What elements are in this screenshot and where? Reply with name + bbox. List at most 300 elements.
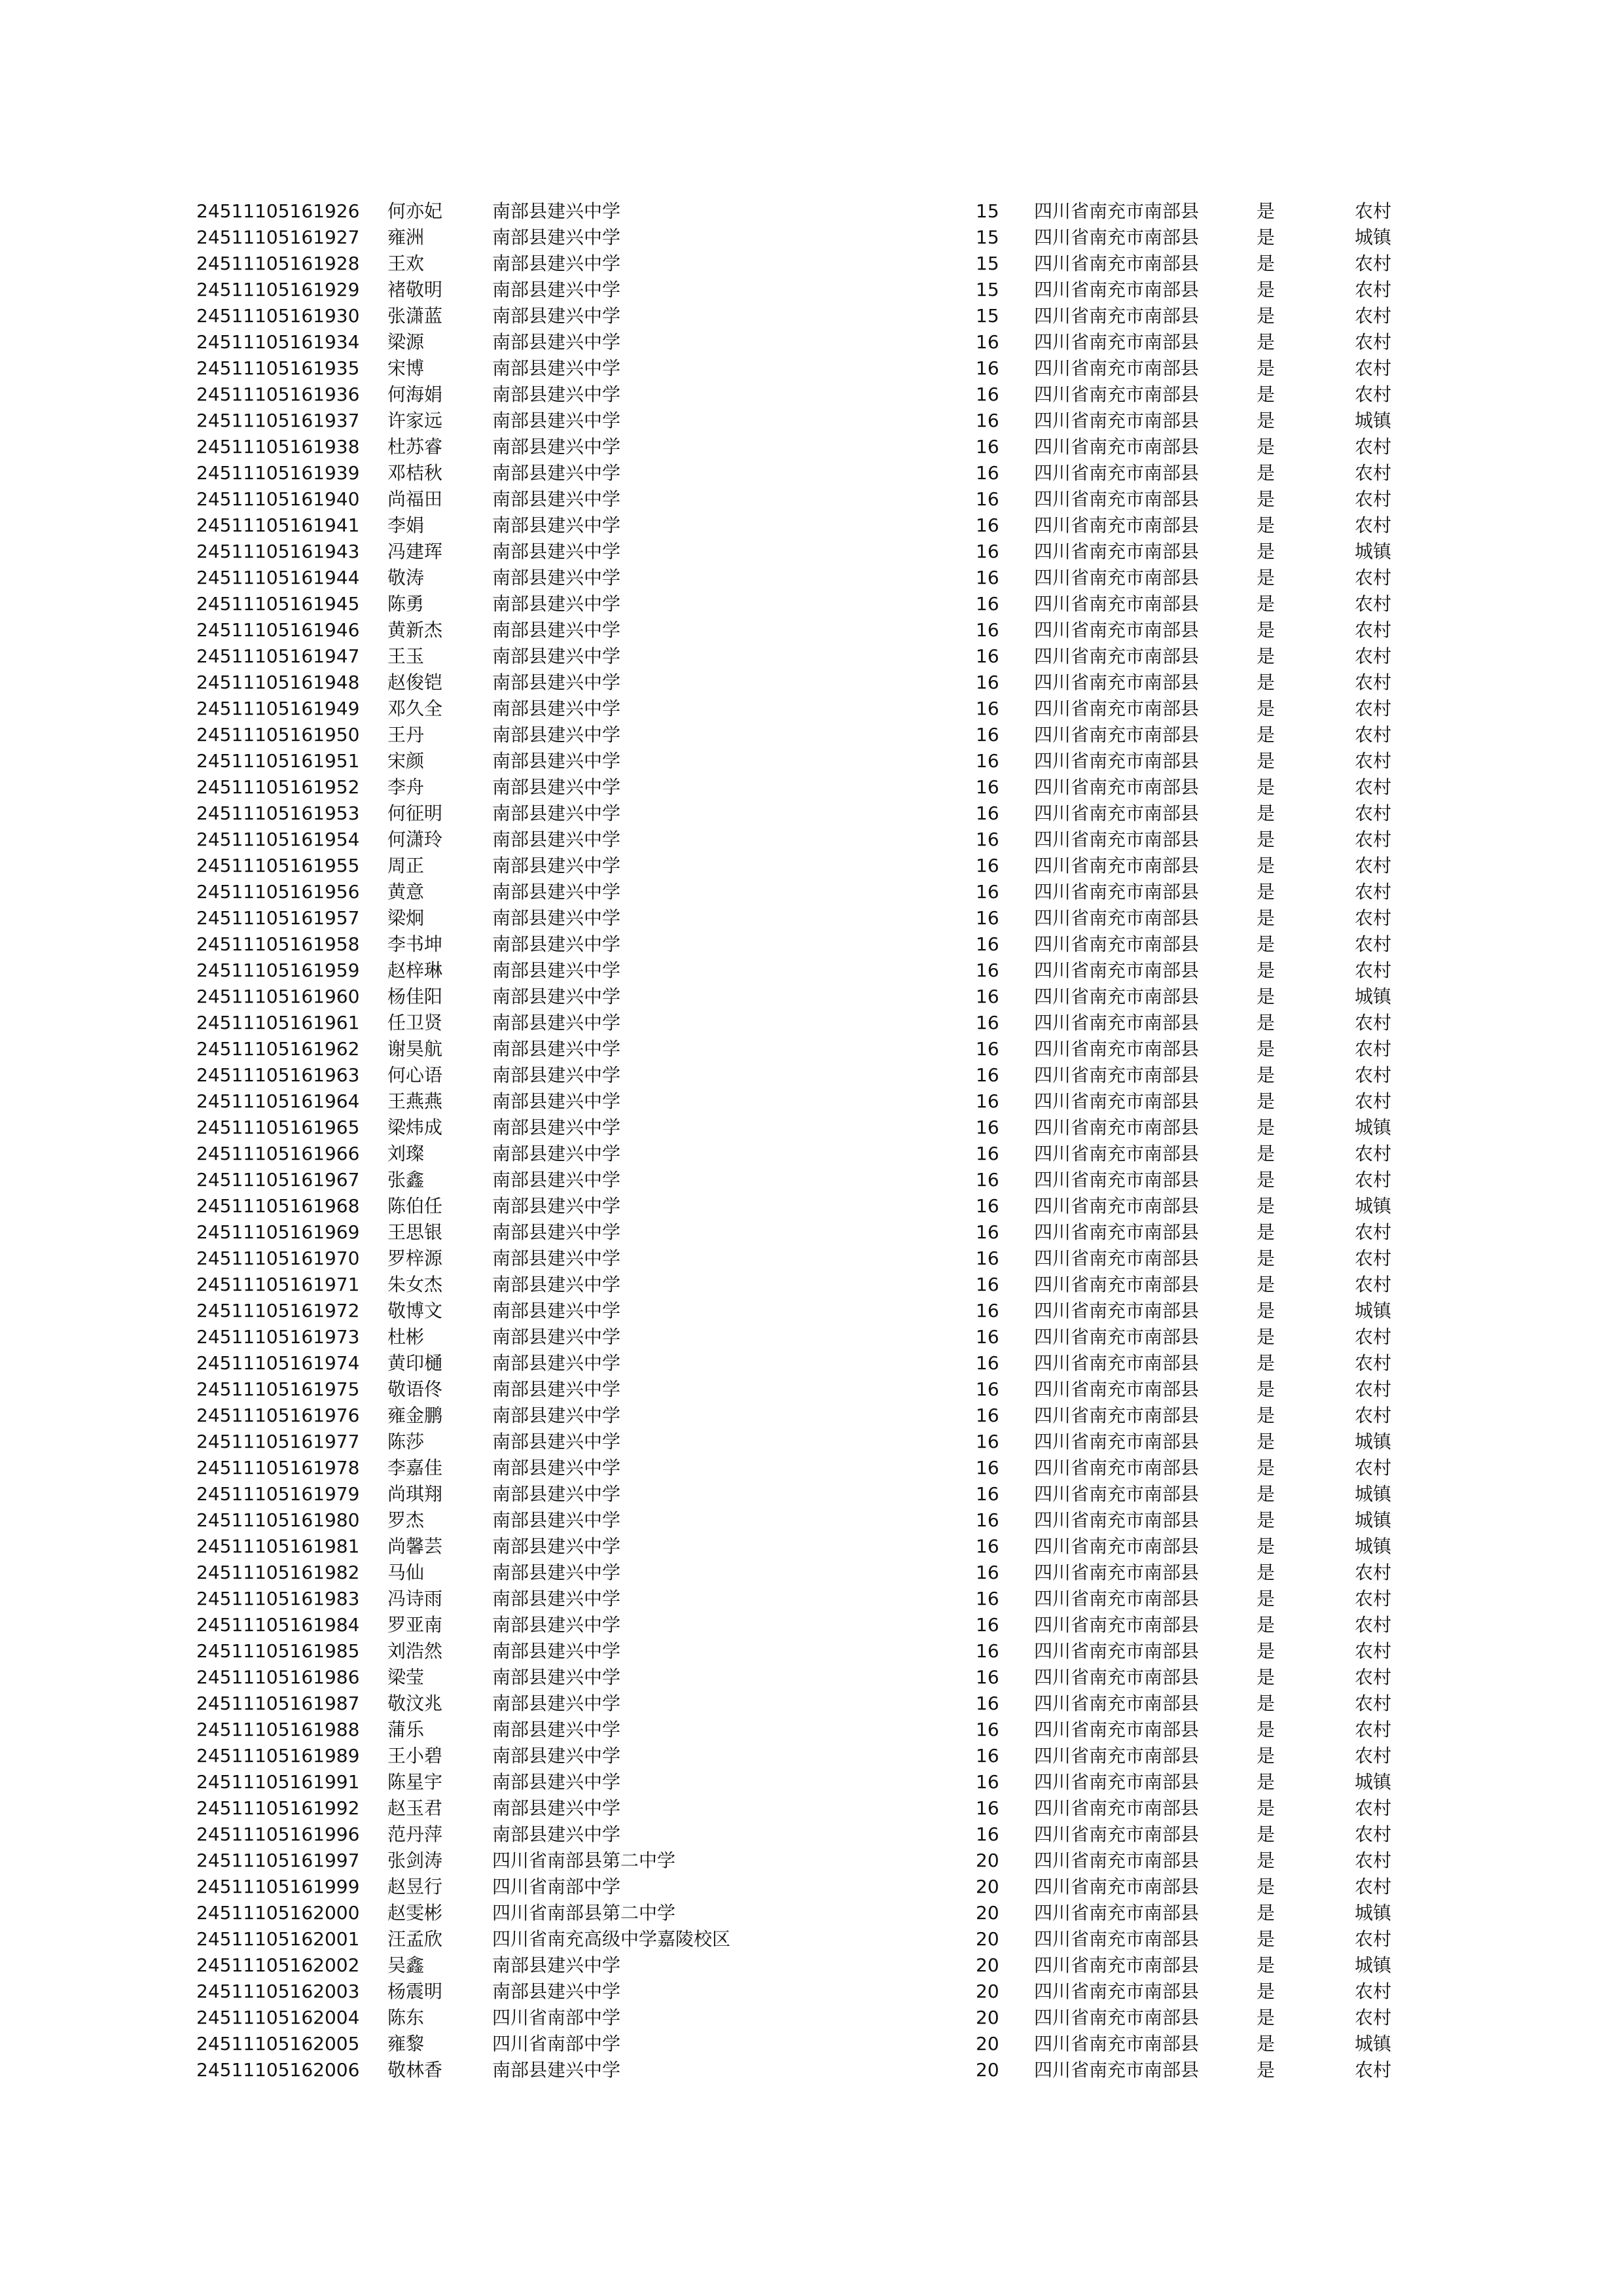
region-name: 四川省南充市南部县 (1034, 1981, 1200, 2002)
table-row (196, 1115, 1440, 1141)
residence-type: 农村 (1355, 384, 1392, 405)
region-name: 四川省南充市南部县 (1034, 1666, 1200, 1688)
eligibility-flag: 是 (1257, 1274, 1275, 1295)
residence-type: 农村 (1355, 698, 1392, 719)
table-row (196, 774, 1440, 800)
eligibility-flag: 是 (1257, 226, 1275, 248)
registration-number: 24511105161939 (196, 462, 360, 484)
table-row (196, 1455, 1440, 1481)
student-name: 冯建珲 (387, 541, 443, 562)
residence-type: 城镇 (1355, 1431, 1392, 1452)
table-row (196, 198, 1440, 224)
registration-number: 24511105161996 (196, 1823, 360, 1845)
score-value: 16 (976, 1038, 999, 1060)
eligibility-flag: 是 (1257, 776, 1275, 798)
school-name: 南部县建兴中学 (492, 357, 621, 379)
region-name: 四川省南充市南部县 (1034, 1274, 1200, 1295)
registration-number: 24511105161946 (196, 619, 360, 641)
residence-type: 城镇 (1355, 541, 1392, 562)
score-value: 16 (976, 698, 999, 719)
student-name: 敬博文 (387, 1300, 443, 1321)
region-name: 四川省南充市南部县 (1034, 462, 1200, 484)
student-name: 汪孟欣 (387, 1928, 443, 1950)
student-name: 敬林香 (387, 2059, 443, 2081)
eligibility-flag: 是 (1257, 1797, 1275, 1819)
residence-type: 农村 (1355, 933, 1392, 955)
table-row (196, 329, 1440, 355)
eligibility-flag: 是 (1257, 1457, 1275, 1479)
region-name: 四川省南充市南部县 (1034, 331, 1200, 353)
student-name: 李舟 (387, 776, 425, 798)
table-row (196, 1062, 1440, 1088)
registration-number: 24511105161948 (196, 672, 360, 693)
student-name: 张鑫 (387, 1169, 425, 1191)
residence-type: 城镇 (1355, 2033, 1392, 2054)
table-row (196, 1900, 1440, 1926)
table-row (196, 1141, 1440, 1167)
score-value: 16 (976, 1431, 999, 1452)
residence-type: 农村 (1355, 829, 1392, 850)
student-name: 李嘉佳 (387, 1457, 443, 1479)
residence-type: 农村 (1355, 1614, 1392, 1636)
registration-number: 24511105161926 (196, 200, 360, 222)
table-row (196, 1795, 1440, 1821)
registration-number: 24511105161943 (196, 541, 360, 562)
registration-number: 24511105161986 (196, 1666, 360, 1688)
school-name: 南部县建兴中学 (492, 1247, 621, 1269)
school-name: 南部县建兴中学 (492, 1693, 621, 1714)
eligibility-flag: 是 (1257, 1038, 1275, 1060)
student-name: 赵雯彬 (387, 1902, 443, 1924)
score-value: 16 (976, 1352, 999, 1374)
school-name: 南部县建兴中学 (492, 567, 621, 588)
residence-type: 农村 (1355, 488, 1392, 510)
registration-number: 24511105161964 (196, 1090, 360, 1112)
student-name: 宋博 (387, 357, 425, 379)
residence-type: 农村 (1355, 1981, 1392, 2002)
school-name: 南部县建兴中学 (492, 488, 621, 510)
region-name: 四川省南充市南部县 (1034, 1247, 1200, 1269)
registration-number: 24511105161991 (196, 1771, 360, 1793)
region-name: 四川省南充市南部县 (1034, 1221, 1200, 1243)
registration-number: 24511105161953 (196, 802, 360, 824)
score-value: 16 (976, 1509, 999, 1531)
eligibility-flag: 是 (1257, 933, 1275, 955)
score-value: 16 (976, 1012, 999, 1033)
region-name: 四川省南充市南部县 (1034, 410, 1200, 431)
school-name: 南部县建兴中学 (492, 1640, 621, 1662)
registration-number: 24511105162004 (196, 2007, 360, 2028)
school-name: 南部县建兴中学 (492, 384, 621, 405)
school-name: 四川省南部县第二中学 (492, 1902, 676, 1924)
residence-type: 城镇 (1355, 410, 1392, 431)
table-row (196, 931, 1440, 958)
eligibility-flag: 是 (1257, 1902, 1275, 1924)
region-name: 四川省南充市南部县 (1034, 1535, 1200, 1557)
school-name: 南部县建兴中学 (492, 1562, 621, 1583)
registration-number: 24511105161971 (196, 1274, 360, 1295)
region-name: 四川省南充市南部县 (1034, 279, 1200, 300)
table-row (196, 1743, 1440, 1769)
student-name: 邓桔秋 (387, 462, 443, 484)
region-name: 四川省南充市南部县 (1034, 1195, 1200, 1217)
school-name: 南部县建兴中学 (492, 1117, 621, 1138)
region-name: 四川省南充市南部县 (1034, 1614, 1200, 1636)
school-name: 南部县建兴中学 (492, 1064, 621, 1086)
region-name: 四川省南充市南部县 (1034, 1640, 1200, 1662)
table-row (196, 1507, 1440, 1534)
student-name: 杜彬 (387, 1326, 425, 1348)
region-name: 四川省南充市南部县 (1034, 2059, 1200, 2081)
eligibility-flag: 是 (1257, 1823, 1275, 1845)
registration-number: 24511105161927 (196, 226, 360, 248)
eligibility-flag: 是 (1257, 2033, 1275, 2054)
residence-type: 农村 (1355, 1928, 1392, 1950)
region-name: 四川省南充市南部县 (1034, 1090, 1200, 1112)
residence-type: 城镇 (1355, 1509, 1392, 1531)
eligibility-flag: 是 (1257, 672, 1275, 693)
residence-type: 农村 (1355, 1876, 1392, 1897)
region-name: 四川省南充市南部县 (1034, 1850, 1200, 1871)
residence-type: 农村 (1355, 1640, 1392, 1662)
region-name: 四川省南充市南部县 (1034, 1588, 1200, 1609)
region-name: 四川省南充市南部县 (1034, 776, 1200, 798)
score-value: 16 (976, 488, 999, 510)
residence-type: 农村 (1355, 514, 1392, 536)
table-row (196, 2005, 1440, 2031)
score-value: 16 (976, 1535, 999, 1557)
residence-type: 城镇 (1355, 1771, 1392, 1793)
school-name: 南部县建兴中学 (492, 1588, 621, 1609)
residence-type: 农村 (1355, 1693, 1392, 1714)
student-name: 敬语佟 (387, 1378, 443, 1400)
student-name: 敬汶兆 (387, 1693, 443, 1714)
school-name: 南部县建兴中学 (492, 1300, 621, 1321)
region-name: 四川省南充市南部县 (1034, 541, 1200, 562)
school-name: 四川省南部中学 (492, 1876, 621, 1897)
school-name: 南部县建兴中学 (492, 1981, 621, 2002)
residence-type: 农村 (1355, 1169, 1392, 1191)
school-name: 南部县建兴中学 (492, 305, 621, 327)
eligibility-flag: 是 (1257, 2059, 1275, 2081)
score-value: 20 (976, 1954, 999, 1976)
residence-type: 农村 (1355, 462, 1392, 484)
region-name: 四川省南充市南部县 (1034, 724, 1200, 745)
residence-type: 城镇 (1355, 226, 1392, 248)
student-name: 马仙 (387, 1562, 425, 1583)
student-name: 尚福田 (387, 488, 443, 510)
score-value: 16 (976, 855, 999, 876)
region-name: 四川省南充市南部县 (1034, 1352, 1200, 1374)
table-row (196, 1350, 1440, 1376)
score-value: 16 (976, 1195, 999, 1217)
residence-type: 农村 (1355, 331, 1392, 353)
eligibility-flag: 是 (1257, 436, 1275, 457)
score-value: 20 (976, 2033, 999, 2054)
student-name: 梁源 (387, 331, 425, 353)
registration-number: 24511105161973 (196, 1326, 360, 1348)
score-value: 16 (976, 881, 999, 903)
eligibility-flag: 是 (1257, 1143, 1275, 1164)
score-value: 16 (976, 829, 999, 850)
school-name: 南部县建兴中学 (492, 1745, 621, 1767)
residence-type: 农村 (1355, 593, 1392, 615)
score-value: 16 (976, 776, 999, 798)
residence-type: 农村 (1355, 1797, 1392, 1819)
eligibility-flag: 是 (1257, 698, 1275, 719)
school-name: 四川省南部县第二中学 (492, 1850, 676, 1871)
eligibility-flag: 是 (1257, 1981, 1275, 2002)
student-name: 罗杰 (387, 1509, 425, 1531)
student-name: 许家远 (387, 410, 443, 431)
region-name: 四川省南充市南部县 (1034, 802, 1200, 824)
region-name: 四川省南充市南部县 (1034, 1431, 1200, 1452)
eligibility-flag: 是 (1257, 1614, 1275, 1636)
eligibility-flag: 是 (1257, 357, 1275, 379)
school-name: 南部县建兴中学 (492, 933, 621, 955)
eligibility-flag: 是 (1257, 619, 1275, 641)
table-row (196, 224, 1440, 251)
eligibility-flag: 是 (1257, 1666, 1275, 1688)
student-name: 梁炜成 (387, 1117, 443, 1138)
region-name: 四川省南充市南部县 (1034, 1378, 1200, 1400)
school-name: 南部县建兴中学 (492, 514, 621, 536)
student-name: 尚馨芸 (387, 1535, 443, 1557)
table-row (196, 2031, 1440, 2057)
student-name: 雍黎 (387, 2033, 425, 2054)
score-value: 15 (976, 200, 999, 222)
student-name: 赵玉君 (387, 1797, 443, 1819)
table-row (196, 1848, 1440, 1874)
table-row (196, 1769, 1440, 1795)
student-name: 王小碧 (387, 1745, 443, 1767)
residence-type: 农村 (1355, 305, 1392, 327)
registration-number: 24511105161945 (196, 593, 360, 615)
region-name: 四川省南充市南部县 (1034, 305, 1200, 327)
score-value: 16 (976, 1771, 999, 1793)
eligibility-flag: 是 (1257, 1640, 1275, 1662)
score-value: 16 (976, 802, 999, 824)
registration-number: 24511105161940 (196, 488, 360, 510)
score-value: 16 (976, 514, 999, 536)
eligibility-flag: 是 (1257, 1431, 1275, 1452)
score-value: 16 (976, 619, 999, 641)
student-name: 何海娟 (387, 384, 443, 405)
score-value: 20 (976, 1876, 999, 1897)
registration-number: 24511105161957 (196, 907, 360, 929)
eligibility-flag: 是 (1257, 1221, 1275, 1243)
eligibility-flag: 是 (1257, 750, 1275, 772)
eligibility-flag: 是 (1257, 1300, 1275, 1321)
region-name: 四川省南充市南部县 (1034, 1823, 1200, 1845)
table-row (196, 1193, 1440, 1219)
school-name: 南部县建兴中学 (492, 1352, 621, 1374)
eligibility-flag: 是 (1257, 253, 1275, 274)
table-row (196, 1219, 1440, 1246)
score-value: 16 (976, 933, 999, 955)
eligibility-flag: 是 (1257, 1771, 1275, 1793)
student-name: 王欢 (387, 253, 425, 274)
score-value: 20 (976, 1981, 999, 2002)
school-name: 南部县建兴中学 (492, 1431, 621, 1452)
region-name: 四川省南充市南部县 (1034, 1797, 1200, 1819)
school-name: 南部县建兴中学 (492, 1535, 621, 1557)
school-name: 南部县建兴中学 (492, 1457, 621, 1479)
school-name: 南部县建兴中学 (492, 331, 621, 353)
school-name: 南部县建兴中学 (492, 1038, 621, 1060)
eligibility-flag: 是 (1257, 1876, 1275, 1897)
student-name: 吴鑫 (387, 1954, 425, 1976)
eligibility-flag: 是 (1257, 1562, 1275, 1583)
table-row (196, 1403, 1440, 1429)
residence-type: 农村 (1355, 1064, 1392, 1086)
school-name: 南部县建兴中学 (492, 1771, 621, 1793)
table-row (196, 1874, 1440, 1900)
school-name: 四川省南部中学 (492, 2007, 621, 2028)
table-row (196, 277, 1440, 303)
school-name: 南部县建兴中学 (492, 1614, 621, 1636)
score-value: 16 (976, 1378, 999, 1400)
student-name: 王思银 (387, 1221, 443, 1243)
registration-number: 24511105161955 (196, 855, 360, 876)
school-name: 南部县建兴中学 (492, 253, 621, 274)
score-value: 20 (976, 1850, 999, 1871)
eligibility-flag: 是 (1257, 855, 1275, 876)
table-row (196, 434, 1440, 460)
region-name: 四川省南充市南部县 (1034, 1457, 1200, 1479)
student-name: 黄印樋 (387, 1352, 443, 1374)
school-name: 四川省南部中学 (492, 2033, 621, 2054)
score-value: 16 (976, 1797, 999, 1819)
region-name: 四川省南充市南部县 (1034, 567, 1200, 588)
student-name: 王燕燕 (387, 1090, 443, 1112)
residence-type: 城镇 (1355, 1483, 1392, 1505)
registration-number: 24511105161930 (196, 305, 360, 327)
region-name: 四川省南充市南部县 (1034, 1012, 1200, 1033)
eligibility-flag: 是 (1257, 1326, 1275, 1348)
table-row (196, 460, 1440, 486)
score-value: 20 (976, 1902, 999, 1924)
table-row (196, 722, 1440, 748)
student-name: 褚敬明 (387, 279, 443, 300)
student-name: 冯诗雨 (387, 1588, 443, 1609)
registration-number: 24511105161944 (196, 567, 360, 588)
student-name: 邓久全 (387, 698, 443, 719)
residence-type: 农村 (1355, 907, 1392, 929)
residence-type: 农村 (1355, 2059, 1392, 2081)
score-value: 16 (976, 907, 999, 929)
residence-type: 农村 (1355, 802, 1392, 824)
table-row (196, 958, 1440, 984)
region-name: 四川省南充市南部县 (1034, 1117, 1200, 1138)
region-name: 四川省南充市南部县 (1034, 514, 1200, 536)
registration-number: 24511105161970 (196, 1247, 360, 1269)
registration-number: 24511105161963 (196, 1064, 360, 1086)
school-name: 南部县建兴中学 (492, 1378, 621, 1400)
residence-type: 农村 (1355, 567, 1392, 588)
student-name: 何心语 (387, 1064, 443, 1086)
school-name: 南部县建兴中学 (492, 855, 621, 876)
region-name: 四川省南充市南部县 (1034, 200, 1200, 222)
residence-type: 农村 (1355, 1405, 1392, 1426)
region-name: 四川省南充市南部县 (1034, 960, 1200, 981)
school-name: 南部县建兴中学 (492, 1012, 621, 1033)
student-name: 雍洲 (387, 226, 425, 248)
school-name: 南部县建兴中学 (492, 802, 621, 824)
eligibility-flag: 是 (1257, 1745, 1275, 1767)
score-value: 16 (976, 1483, 999, 1505)
table-row (196, 1717, 1440, 1743)
registration-number: 24511105161936 (196, 384, 360, 405)
student-name: 梁炯 (387, 907, 425, 929)
residence-type: 农村 (1355, 1274, 1392, 1295)
eligibility-flag: 是 (1257, 724, 1275, 745)
table-row (196, 251, 1440, 277)
student-name: 蒲乐 (387, 1719, 425, 1740)
registration-number: 24511105161966 (196, 1143, 360, 1164)
table-row (196, 539, 1440, 565)
school-name: 南部县建兴中学 (492, 462, 621, 484)
eligibility-flag: 是 (1257, 802, 1275, 824)
score-value: 16 (976, 1614, 999, 1636)
school-name: 南部县建兴中学 (492, 1326, 621, 1348)
eligibility-flag: 是 (1257, 331, 1275, 353)
table-row (196, 905, 1440, 931)
score-value: 16 (976, 410, 999, 431)
eligibility-flag: 是 (1257, 1405, 1275, 1426)
region-name: 四川省南充市南部县 (1034, 1928, 1200, 1950)
score-value: 16 (976, 384, 999, 405)
school-name: 南部县建兴中学 (492, 541, 621, 562)
student-name: 何亦妃 (387, 200, 443, 222)
score-value: 16 (976, 1640, 999, 1662)
table-row (196, 1560, 1440, 1586)
registration-number: 24511105161967 (196, 1169, 360, 1191)
registration-number: 24511105161965 (196, 1117, 360, 1138)
student-name: 刘浩然 (387, 1640, 443, 1662)
registration-number: 24511105161997 (196, 1850, 360, 1871)
score-value: 16 (976, 1117, 999, 1138)
residence-type: 城镇 (1355, 1117, 1392, 1138)
school-name: 南部县建兴中学 (492, 986, 621, 1007)
score-value: 16 (976, 960, 999, 981)
registration-number: 24511105161985 (196, 1640, 360, 1662)
eligibility-flag: 是 (1257, 410, 1275, 431)
eligibility-flag: 是 (1257, 279, 1275, 300)
registration-number: 24511105161960 (196, 986, 360, 1007)
region-name: 四川省南充市南部县 (1034, 907, 1200, 929)
residence-type: 农村 (1355, 1719, 1392, 1740)
registration-number: 24511105161954 (196, 829, 360, 850)
region-name: 四川省南充市南部县 (1034, 645, 1200, 667)
school-name: 南部县建兴中学 (492, 960, 621, 981)
school-name: 南部县建兴中学 (492, 1719, 621, 1740)
region-name: 四川省南充市南部县 (1034, 1483, 1200, 1505)
score-value: 16 (976, 1300, 999, 1321)
student-name: 王丹 (387, 724, 425, 745)
roster-table (196, 198, 1440, 2083)
registration-number: 24511105161951 (196, 750, 360, 772)
score-value: 16 (976, 1326, 999, 1348)
score-value: 16 (976, 1588, 999, 1609)
registration-number: 24511105161984 (196, 1614, 360, 1636)
score-value: 15 (976, 279, 999, 300)
score-value: 16 (976, 1457, 999, 1479)
table-row (196, 1638, 1440, 1664)
residence-type: 城镇 (1355, 1902, 1392, 1924)
score-value: 20 (976, 2007, 999, 2028)
registration-number: 24511105161937 (196, 410, 360, 431)
